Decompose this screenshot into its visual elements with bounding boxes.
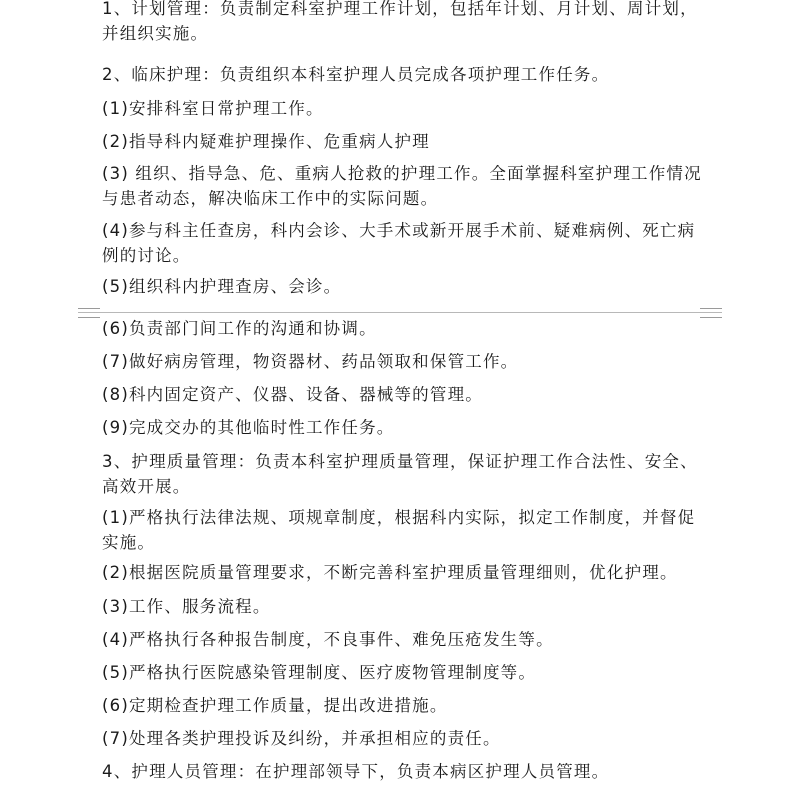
- paragraph-quality-item-1: (1)严格执行法律法规、项规章制度，根据科内实际，拟定工作制度，并督促实施。: [102, 508, 696, 552]
- paragraph-quality-item-6: (6)定期检查护理工作质量，提出改进措施。: [102, 696, 448, 715]
- page-break: [0, 312, 800, 313]
- paragraph-quality-management: 3、护理质量管理：负责本科室护理质量管理，保证护理工作合法性、安全、高效开展。: [102, 452, 698, 496]
- left-margin-mark: [78, 308, 100, 318]
- paragraph-clinical-nursing: 2、临床护理：负责组织本科室护理人员完成各项护理工作任务。: [102, 65, 610, 84]
- paragraph-item-8: (8)科内固定资产、仪器、设备、器械等的管理。: [102, 385, 483, 404]
- paragraph-item-3: (3) 组织、指导急、危、重病人抢救的护理工作。全面掌握科室护理工作情况与患者动态，解决临床工作中的实际问题。: [102, 164, 702, 208]
- paragraph-item-9: (9)完成交办的其他临时性工作任务。: [102, 418, 395, 437]
- page-break-rule: [78, 312, 722, 313]
- paragraph-staff-management: 4、护理人员管理：在护理部领导下，负责本病区护理人员管理。: [102, 762, 610, 781]
- paragraph-item-1: (1)安排科室日常护理工作。: [102, 99, 324, 118]
- paragraph-item-2: (2)指导科内疑难护理操作、危重病人护理: [102, 132, 430, 151]
- paragraph-quality-item-5: (5)严格执行医院感染管理制度、医疗废物管理制度等。: [102, 663, 537, 682]
- paragraph-quality-item-3: (3)工作、服务流程。: [102, 597, 271, 616]
- paragraph-item-4: (4)参与科主任查房，科内会诊、大手术或新开展手术前、疑难病例、死亡病例的讨论。: [102, 221, 696, 265]
- paragraph-quality-item-2: (2)根据医院质量管理要求，不断完善科室护理质量管理细则，优化护理。: [102, 563, 678, 582]
- paragraph-plan-management: 1、计划管理：负责制定科室护理工作计划，包括年计划、月计划、周计划，并组织实施。: [102, 0, 698, 43]
- right-margin-mark: [700, 308, 722, 318]
- paragraph-item-5: (5)组织科内护理查房、会诊。: [102, 277, 342, 296]
- paragraph-quality-item-4: (4)严格执行各种报告制度，不良事件、难免压疮发生等。: [102, 630, 554, 649]
- paragraph-quality-item-7: (7)处理各类护理投诉及纠纷，并承担相应的责任。: [102, 729, 501, 748]
- paragraph-item-7: (7)做好病房管理，物资器材、药品领取和保管工作。: [102, 352, 519, 371]
- paragraph-item-6: (6)负责部门间工作的沟通和协调。: [102, 319, 377, 338]
